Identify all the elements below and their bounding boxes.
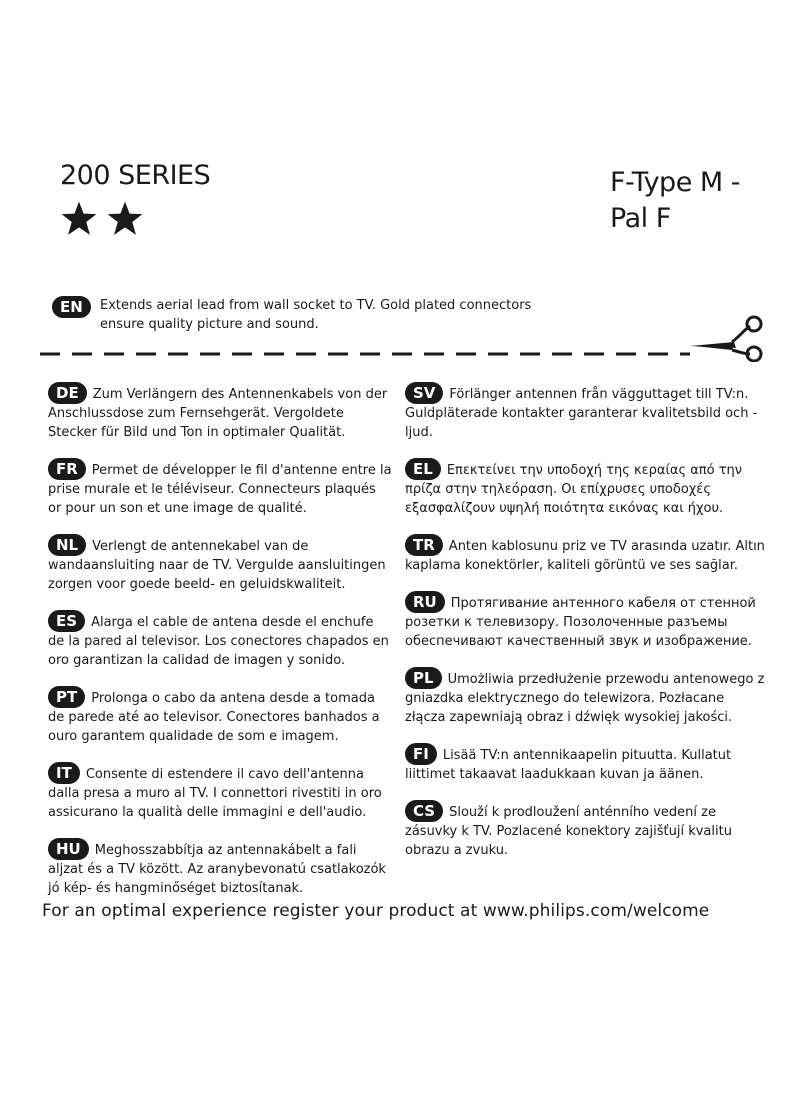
lang-entry-fi [405,743,765,784]
lang-badge: HU [48,838,89,860]
lang-entry-cs [405,800,765,860]
lang-entry-sv [405,382,765,442]
star-icon [60,200,98,238]
lang-entry-it [48,762,393,822]
lang-badge: ES [48,610,85,632]
lang-text: Zum Verlängern des Antennenkabels von der Anschlussdose zum Fernsehgerät. Vergoldete Stecker für Bild und Ton in optimaler Qualität. [48,387,388,440]
lang-entry-es [48,610,393,670]
lang-text: Протягивание антенного кабеля от стенной розетки к телевизору. Позолоченные разъемы обеспечивают качественный звук и изображение. [405,596,756,649]
lang-entry-de [48,382,393,442]
lang-badge: RU [405,591,445,613]
lang-badge: TR [405,534,443,556]
lang-badge: FR [48,458,86,480]
lang-entry-fr [48,458,393,518]
lang-badge: SV [405,382,443,404]
lang-text: Permet de développer le fil d'antenne entre la prise murale et le téléviseur. Connecteurs plaqués or pour un son et une image de qualité. [48,463,392,516]
cut-line [40,352,690,356]
lang-entry-nl [48,534,393,594]
lang-badge: CS [405,800,443,822]
lang-entry-el [405,458,765,518]
lang-text: Slouží k prodloužení anténního vedení ze zásuvky k TV. Pozlacené konektory zajišťují kvalitu obrazu a zvuku. [405,805,732,858]
lang-text: Consente di estendere il cavo dell'antenna dalla presa a muro al TV. I connettori rivestiti in oro assicurano la qualità delle immagini e dell'audio. [48,767,382,820]
product-type-line2: Pal F [610,203,671,234]
lang-entry-tr [405,534,765,575]
lang-text: Alarga el cable de antena desde el enchufe de la pared al televisor. Los conectores chapados en oro garantizan la calidad de imagen y sonido. [48,615,389,668]
left-column [48,382,393,914]
lang-entry-pl [405,667,765,727]
lang-text: Lisää TV:n antennikaapelin pituutta. Kullatut liittimet takaavat laadukkaan kuvan ja äänen. [405,748,732,782]
rating-stars [60,200,144,238]
lang-text: Meghosszabbítja az antennakábelt a fali aljzat és a TV között. Az aranybevonatú csatlakozók jó kép- és hangminőséget biztosítanak. [48,843,386,896]
star-icon [106,200,144,238]
lang-text: Förlänger antennen från vägguttaget till TV:n. Guldpläterade kontakter garanterar kvalitetsbild och -ljud. [405,387,758,440]
product-type [610,165,740,237]
lang-badge: PL [405,667,442,689]
lang-entry-ru [405,591,765,651]
lang-badge-en: EN [52,296,91,318]
lang-badge: FI [405,743,437,765]
lang-badge: DE [48,382,87,404]
register-footer: For an optimal experience register your product at www.philips.com/welcome [42,901,710,921]
lang-text: Anten kablosunu priz ve TV arasında uzatır. Altın kaplama konektörler, kaliteli görüntü ve ses sağlar. [405,539,765,573]
series-title: 200 SERIES [60,160,211,191]
right-column [405,382,765,876]
lang-text: Prolonga o cabo da antena desde a tomada de parede até ao televisor. Conectores banhados a ouro garantem qualidade de som e imagem. [48,691,380,744]
lang-badge: NL [48,534,86,556]
intro-block [52,296,572,334]
lang-text: Verlengt de antennekabel van de wandaansluiting naar de TV. Vergulde aansluitingen zorgen voor goede beeld- en geluidskwaliteit. [48,539,386,592]
scissors-icon [688,312,766,362]
lang-badge: EL [405,458,441,480]
lang-badge: IT [48,762,80,784]
lang-text: Επεκτείνει την υποδοχή της κεραίας από την πρίζα στην τηλεόραση. Οι επίχρυσες υποδοχές εξασφαλίζουν υψηλή ποιότητα εικόνας και ήχου. [405,463,743,516]
lang-entry-pt [48,686,393,746]
product-type-line1: F-Type M - [610,167,741,198]
intro-text: Extends aerial lead from wall socket to TV. Gold plated connectors ensure quality picture and sound. [100,298,532,332]
lang-text: Umożliwia przedłużenie przewodu antenowego z gniazdka elektrycznego do telewizora. Pozłacane złącza zapewniają obraz i dźwięk wysokiej jakości. [405,672,765,725]
lang-entry-hu [48,838,393,898]
lang-badge: PT [48,686,85,708]
